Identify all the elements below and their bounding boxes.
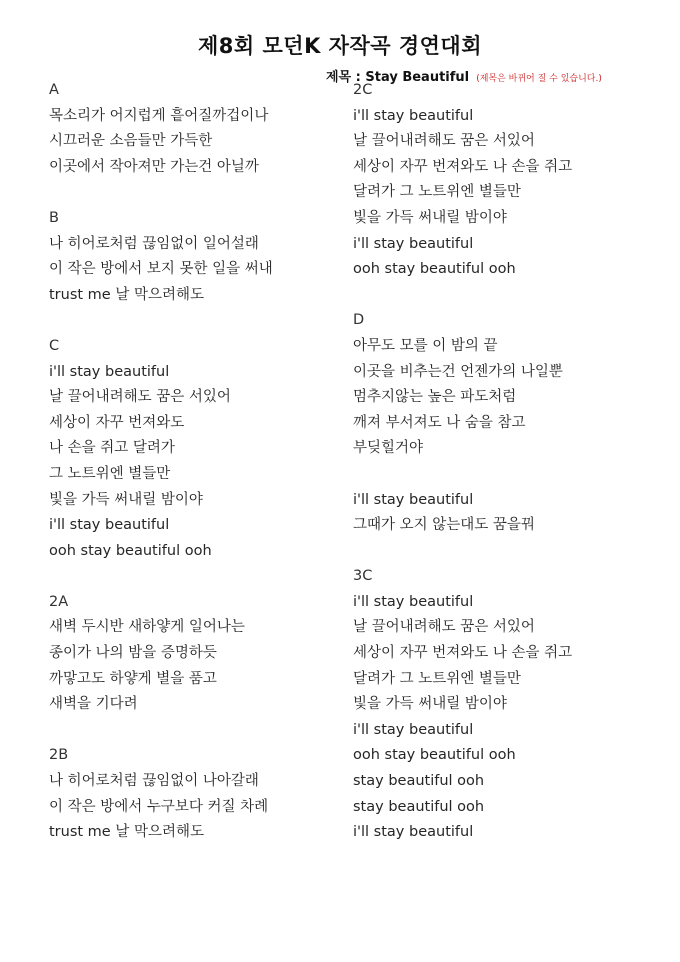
lyric-line: i'll stay beautiful: [353, 593, 474, 610]
lyric-line: 나 손을 쥐고 달려가: [49, 440, 175, 457]
lyric-line: 시끄러운 소음들만 가득한: [49, 133, 213, 150]
blank-line: [49, 718, 334, 744]
lyric-line: 세상이 자꾸 번져와도 나 손을 쥐고: [353, 645, 573, 662]
lyric-line: i'll stay beautiful: [353, 824, 474, 841]
lyric-line: 그때가 오지 않는대도 꿈을꿔: [353, 517, 535, 534]
lyric-line: 빛을 가득 써내릴 밤이야: [353, 209, 507, 226]
lyric-line: 종이가 나의 밤을 증명하듯: [49, 645, 217, 662]
page-title: 제8회 모던K 자작곡 경연대회: [198, 34, 482, 58]
section-label: 2B: [49, 747, 69, 764]
lyric-line: i'll stay beautiful: [353, 721, 474, 738]
section-label: C: [49, 337, 60, 354]
lyric-line: 세상이 자꾸 번져와도 나 손을 쥐고: [353, 158, 573, 175]
blank-line: [353, 283, 653, 309]
left-lyrics-column: [49, 78, 334, 846]
lyric-line: 날 끌어내려해도 꿈은 서있어: [353, 133, 535, 150]
lyric-line: i'll stay beautiful: [49, 517, 170, 534]
blank-line: [49, 180, 334, 206]
lyric-line: 날 끌어내려해도 꿈은 서있어: [353, 619, 535, 636]
lyric-line: 나 히어로처럼 끊임없이 나아갈래: [49, 773, 259, 790]
lyric-line: 나 히어로처럼 끊임없이 일어설래: [49, 235, 259, 252]
lyric-line: trust me 날 막으려해도: [49, 286, 204, 303]
lyric-line: i'll stay beautiful: [353, 235, 474, 252]
lyric-line: i'll stay beautiful: [49, 363, 170, 380]
song-title-note: (제목은 바뀌어 질 수 있습니다.): [476, 74, 602, 84]
lyric-line: 날 끌어내려해도 꿈은 서있어: [49, 389, 231, 406]
lyric-line: 달려가 그 노트위엔 별들만: [353, 184, 521, 201]
section-label: D: [353, 312, 365, 329]
lyric-line: 빛을 가득 써내릴 밤이야: [353, 696, 507, 713]
lyric-line: 세상이 자꾸 번져와도: [49, 414, 185, 431]
section-label: A: [49, 82, 59, 98]
lyric-line: stay beautiful ooh: [353, 773, 485, 790]
lyric-line: 목소리가 어지럽게 흩어질까겁이나: [49, 107, 269, 124]
blank-line: [353, 539, 653, 565]
blank-line: [49, 308, 334, 334]
lyric-line: stay beautiful ooh: [353, 798, 485, 815]
lyric-line: 까맣고도 하얗게 별을 품고: [49, 670, 217, 687]
lyric-line: 이곳을 비추는건 언젠가의 나일뿐: [353, 363, 563, 380]
lyric-line: 깨져 부서져도 나 숨을 참고: [353, 414, 526, 431]
section-label: 3C: [353, 568, 373, 585]
section-label: 2C: [353, 82, 373, 98]
blank-line: [49, 564, 334, 590]
lyric-line: trust me 날 막으려해도: [49, 824, 204, 841]
blank-line: [353, 462, 653, 488]
lyric-line: 이곳에서 작아져만 가는건 아닐까: [49, 158, 259, 175]
lyric-line: ooh stay beautiful ooh: [49, 542, 212, 559]
lyric-line: 이 작은 방에서 누구보다 커질 차례: [49, 798, 269, 815]
lyric-line: 새벽을 기다려: [49, 696, 138, 713]
section-label: B: [49, 209, 59, 226]
lyric-line: 달려가 그 노트위엔 별들만: [353, 670, 521, 687]
lyric-line: i'll stay beautiful: [353, 491, 474, 508]
song-title-label: 제목 : Stay Beautiful: [326, 70, 470, 85]
lyric-line: 아무도 모를 이 밤의 끝: [353, 337, 498, 354]
lyric-line: 그 노트위엔 별들만: [49, 465, 171, 482]
lyric-line: 새벽 두시반 새하얗게 일어나는: [49, 619, 245, 636]
lyric-line: i'll stay beautiful: [353, 107, 474, 124]
lyric-line: 부딪힐거야: [353, 440, 424, 457]
lyric-line: 멈추지않는 높은 파도처럼: [353, 389, 517, 406]
lyric-line: 이 작은 방에서 보지 못한 일을 써내: [49, 261, 273, 278]
lyric-line: 빛을 가득 써내릴 밤이야: [49, 491, 203, 508]
section-label: 2A: [49, 593, 69, 610]
right-lyrics-column: [353, 78, 653, 846]
lyric-line: ooh stay beautiful ooh: [353, 747, 516, 764]
lyric-line: ooh stay beautiful ooh: [353, 261, 516, 278]
